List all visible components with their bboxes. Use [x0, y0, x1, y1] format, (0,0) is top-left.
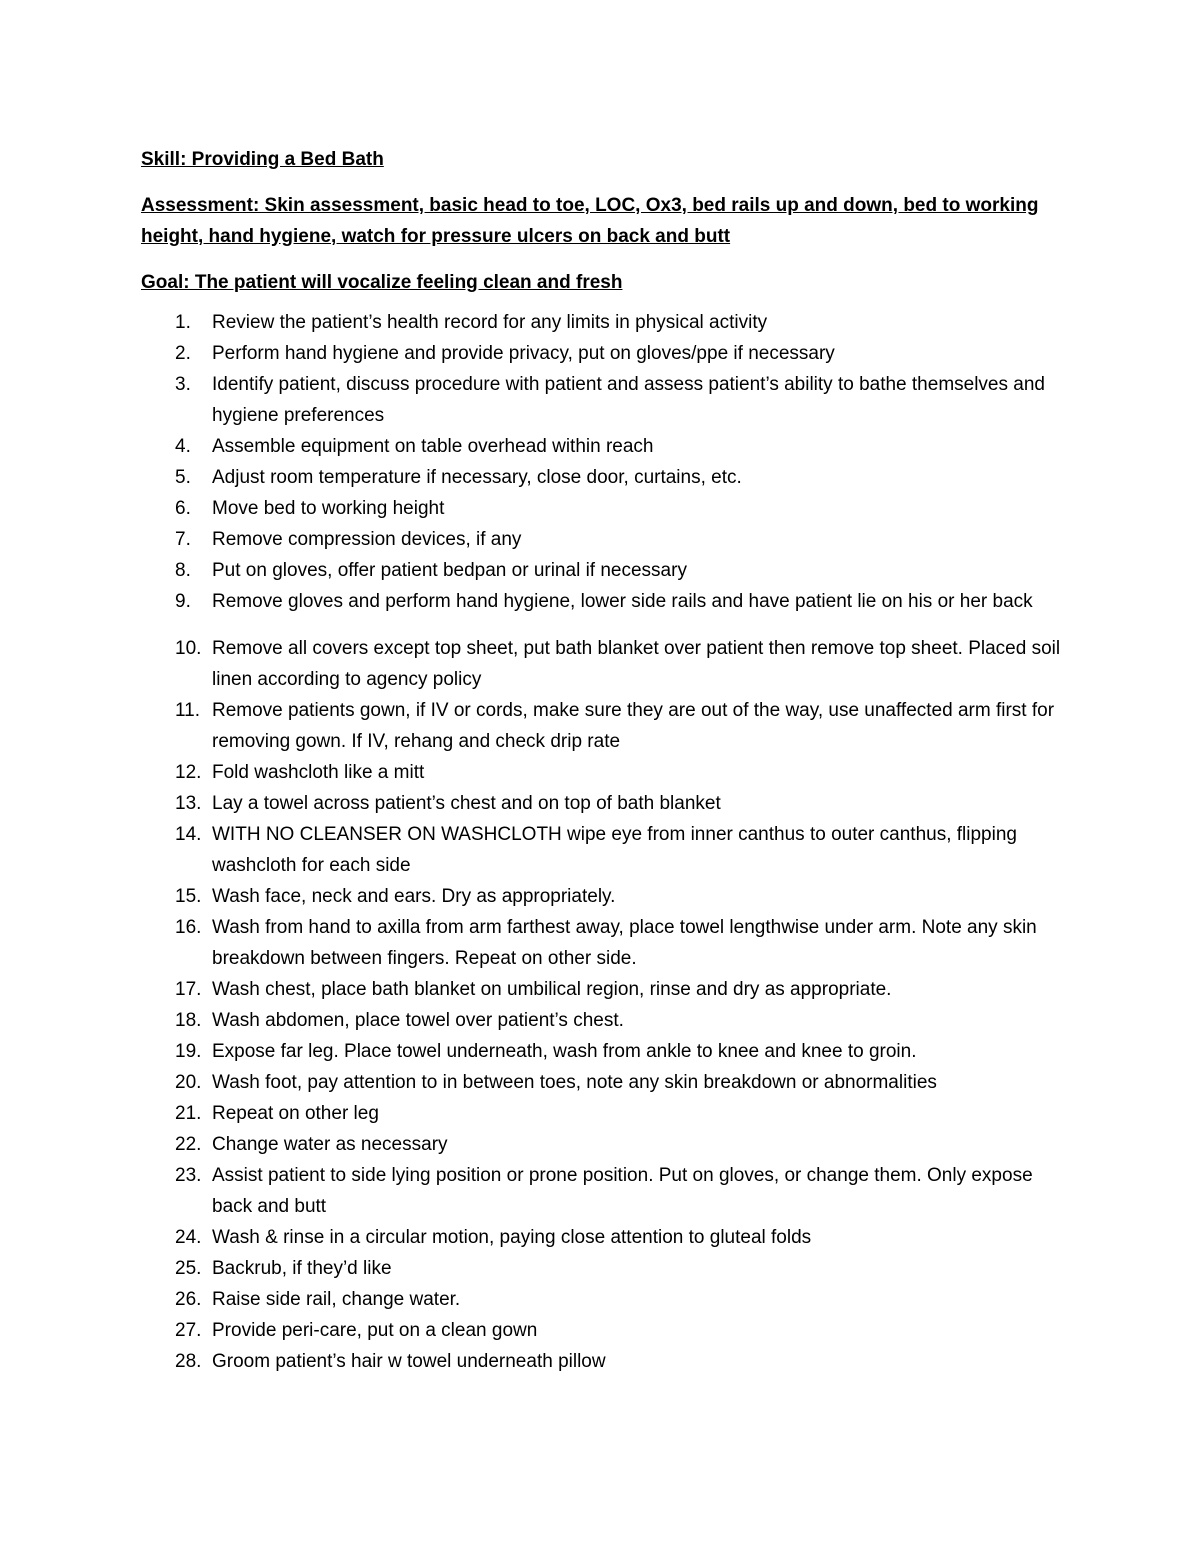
- step-text: Review the patient’s health record for any limits in physical activity: [212, 312, 768, 333]
- step-number: 20.: [175, 1072, 202, 1093]
- step-number: 28.: [175, 1351, 202, 1372]
- list-item: [141, 1129, 1061, 1160]
- step-number: 12.: [175, 762, 202, 783]
- document-content: [141, 144, 1061, 1377]
- step-number: 23.: [175, 1165, 202, 1186]
- step-number: 22.: [175, 1134, 202, 1155]
- step-text: Change water as necessary: [212, 1134, 448, 1155]
- assessment-heading: Assessment: Skin assessment, basic head to toe, LOC, Ox3, bed rails up and down, bed to working height, hand hygiene, watch for pressure ulcers on back and butt: [141, 195, 1039, 247]
- step-number: 27.: [175, 1320, 202, 1341]
- step-number: 9.: [175, 591, 191, 612]
- list-item: [141, 1315, 1061, 1346]
- step-text: Wash face, neck and ears. Dry as appropriately.: [212, 886, 616, 907]
- step-number: 26.: [175, 1289, 202, 1310]
- step-text: Assemble equipment on table overhead within reach: [212, 436, 654, 457]
- step-text: Perform hand hygiene and provide privacy, put on gloves/ppe if necessary: [212, 343, 835, 364]
- step-number: 14.: [175, 824, 202, 845]
- step-text: WITH NO CLEANSER ON WASHCLOTH wipe eye from inner canthus to outer canthus, flipping washcloth for each side: [212, 824, 1017, 876]
- step-number: 17.: [175, 979, 202, 1000]
- list-item: [141, 819, 1061, 881]
- step-text: Wash abdomen, place towel over patient’s chest.: [212, 1010, 624, 1031]
- step-number: 13.: [175, 793, 202, 814]
- step-number: 7.: [175, 529, 191, 550]
- list-item: [141, 555, 1061, 586]
- step-number: 21.: [175, 1103, 202, 1124]
- list-item: [141, 1253, 1061, 1284]
- step-number: 2.: [175, 343, 191, 364]
- list-item: [141, 1005, 1061, 1036]
- step-number: 10.: [175, 638, 202, 659]
- step-text: Remove compression devices, if any: [212, 529, 522, 550]
- step-number: 3.: [175, 374, 191, 395]
- step-text: Expose far leg. Place towel underneath, wash from ankle to knee and knee to groin.: [212, 1041, 917, 1062]
- step-text: Repeat on other leg: [212, 1103, 379, 1124]
- step-number: 4.: [175, 436, 191, 457]
- step-text: Move bed to working height: [212, 498, 445, 519]
- list-item: [141, 1222, 1061, 1253]
- list-item: [141, 1284, 1061, 1315]
- list-item: [141, 695, 1061, 757]
- step-text: Identify patient, discuss procedure with patient and assess patient’s ability to bathe themselves and hygiene preferences: [212, 374, 1045, 426]
- goal-heading: Goal: The patient will vocalize feeling clean and fresh: [141, 272, 623, 293]
- list-item: [141, 338, 1061, 369]
- step-number: 5.: [175, 467, 191, 488]
- step-number: 25.: [175, 1258, 202, 1279]
- step-text: Wash & rinse in a circular motion, paying close attention to gluteal folds: [212, 1227, 812, 1248]
- skill-heading: Skill: Providing a Bed Bath: [141, 149, 384, 170]
- list-item: [141, 369, 1061, 431]
- list-item: [141, 633, 1061, 695]
- step-number: 24.: [175, 1227, 202, 1248]
- step-text: Groom patient’s hair w towel underneath pillow: [212, 1351, 606, 1372]
- list-item: [141, 788, 1061, 819]
- step-number: 6.: [175, 498, 191, 519]
- list-item: [141, 757, 1061, 788]
- list-item: [141, 1346, 1061, 1377]
- step-text: Raise side rail, change water.: [212, 1289, 461, 1310]
- list-item: [141, 462, 1061, 493]
- step-text: Provide peri-care, put on a clean gown: [212, 1320, 538, 1341]
- list-item: [141, 912, 1061, 974]
- list-item: [141, 493, 1061, 524]
- step-text: Wash foot, pay attention to in between toes, note any skin breakdown or abnormalities: [212, 1072, 937, 1093]
- step-text: Wash chest, place bath blanket on umbilical region, rinse and dry as appropriate.: [212, 979, 892, 1000]
- step-text: Fold washcloth like a mitt: [212, 762, 425, 783]
- list-item: [141, 974, 1061, 1005]
- step-number: 18.: [175, 1010, 202, 1031]
- step-text: Remove gloves and perform hand hygiene, lower side rails and have patient lie on his or her back: [212, 591, 1033, 612]
- step-text: Put on gloves, offer patient bedpan or urinal if necessary: [212, 560, 687, 581]
- list-item: [141, 881, 1061, 912]
- step-text: Assist patient to side lying position or prone position. Put on gloves, or change them. Only expose back and butt: [212, 1165, 1033, 1217]
- list-item: [141, 431, 1061, 462]
- list-item: [141, 1098, 1061, 1129]
- step-number: 15.: [175, 886, 202, 907]
- list-item: [141, 1067, 1061, 1098]
- steps-list: [141, 307, 1061, 1377]
- list-item: [141, 586, 1061, 617]
- step-text: Lay a towel across patient’s chest and on top of bath blanket: [212, 793, 721, 814]
- step-number: 16.: [175, 917, 202, 938]
- list-item: [141, 1160, 1061, 1222]
- step-text: Wash from hand to axilla from arm farthest away, place towel lengthwise under arm. Note any skin breakdown between fingers. Repeat on other side.: [212, 917, 1037, 969]
- step-number: 19.: [175, 1041, 202, 1062]
- list-item: [141, 524, 1061, 555]
- step-number: 11.: [175, 700, 201, 721]
- list-item: [141, 1036, 1061, 1067]
- step-text: Remove patients gown, if IV or cords, make sure they are out of the way, use unaffected arm first for removing gown. If IV, rehang and check drip rate: [212, 700, 1055, 752]
- step-text: Backrub, if they’d like: [212, 1258, 392, 1279]
- step-text: Adjust room temperature if necessary, close door, curtains, etc.: [212, 467, 742, 488]
- list-item: [141, 307, 1061, 338]
- step-text: Remove all covers except top sheet, put bath blanket over patient then remove top sheet. Placed soil linen according to agency policy: [212, 638, 1061, 690]
- step-number: 8.: [175, 560, 191, 581]
- step-number: 1.: [175, 312, 191, 333]
